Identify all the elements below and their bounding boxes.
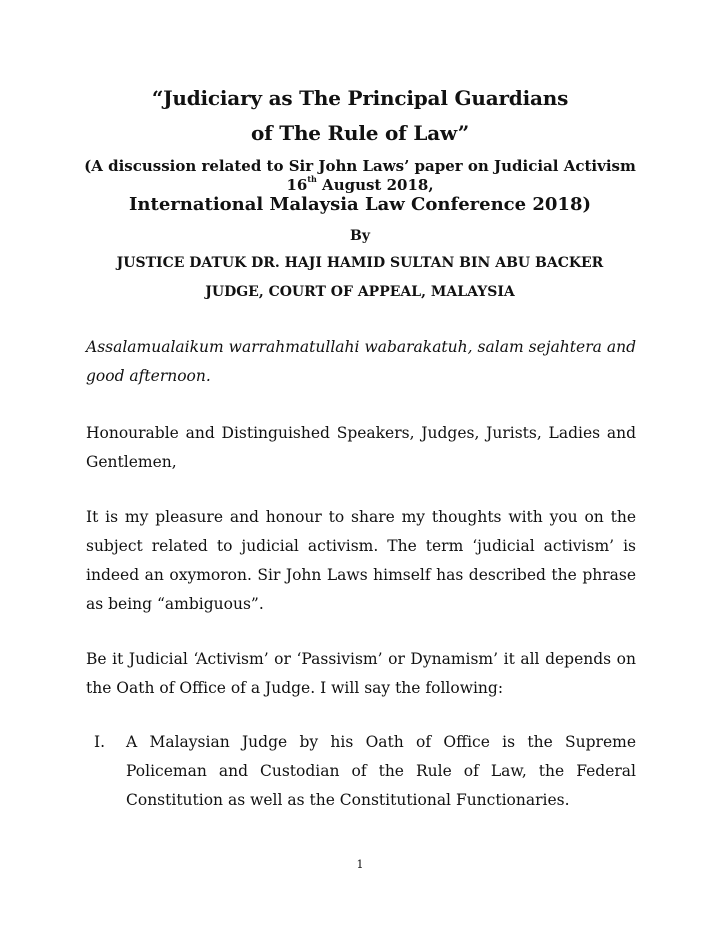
- date-rest: August 2018,: [316, 176, 434, 194]
- page-number: 1: [356, 858, 364, 871]
- date-line: [0, 176, 720, 194]
- list-item-number: I.: [94, 733, 106, 751]
- date-suffix: th: [307, 174, 317, 184]
- author-line: JUSTICE DATUK DR. HAJI HAMID SULTAN BIN ABU BACKER: [116, 255, 604, 271]
- title-line-2: of The Rule of Law”: [250, 121, 470, 145]
- position-line: JUDGE, COURT OF APPEAL, MALAYSIA: [205, 284, 515, 300]
- salutation-paragraph: Honourable and Distinguished Speakers, Judges, Jurists, Ladies and Gentlemen,: [86, 424, 636, 471]
- title-line-1: “Judiciary as The Principal Guardians: [151, 86, 569, 110]
- conference-line: International Malaysia Law Conference 2018): [129, 194, 591, 215]
- paragraph-1: It is my pleasure and honour to share my thoughts with you on the subject related to judicial activism. The term ‘judicial activism’ is indeed an oxymoron. Sir John Laws himself has described the phrase as being “ambiguous”.: [86, 508, 636, 613]
- by-line: By: [350, 228, 370, 244]
- date-day: 16: [286, 176, 308, 194]
- list-item-text: A Malaysian Judge by his Oath of Office is the Supreme Policeman and Custodian of the Rule of Law, the Federal Constitution as well as the Constitutional Functionaries.: [126, 733, 636, 809]
- greeting-paragraph: Assalamualaikum warrahmatullahi wabarakatuh, salam sejahtera and good afternoon.: [86, 338, 636, 385]
- paragraph-2: Be it Judicial ‘Activism’ or ‘Passivism’ or Dynamism’ it all depends on the Oath of Office of a Judge. I will say the following:: [86, 650, 636, 697]
- subtitle-line-1: (A discussion related to Sir John Laws’ paper on Judicial Activism: [84, 157, 636, 175]
